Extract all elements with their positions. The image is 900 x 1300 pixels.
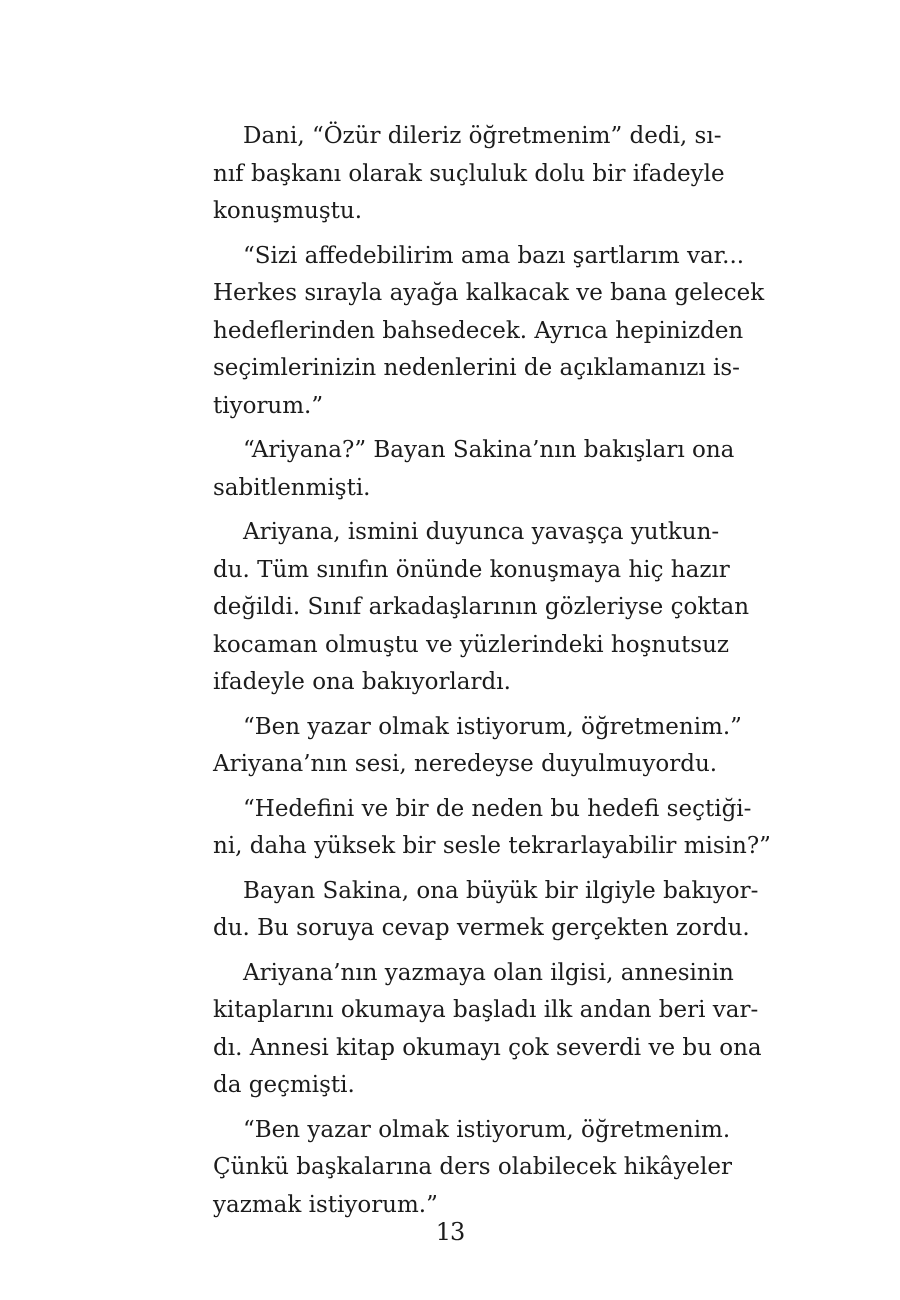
body-text bbox=[213, 118, 771, 1224]
paragraph bbox=[213, 432, 735, 507]
paragraph bbox=[213, 514, 750, 702]
text-line: Herkes sırayla ayağa kalkacak ve bana gelecek bbox=[213, 280, 765, 306]
text-line: ni, daha yüksek bir sesle tekrarlayabilir misin?” bbox=[213, 833, 771, 859]
text-line: “Sizi affedebilirim ama bazı şartlarım var... bbox=[243, 242, 745, 269]
text-line: yazmak istiyorum.” bbox=[213, 1191, 438, 1218]
text-line: nıf başkanı olarak suçluluk dolu bir ifadeyle bbox=[213, 160, 725, 187]
text-line: kocaman olmuştu ve yüzlerindeki hoşnutsuz bbox=[213, 631, 729, 658]
text-line: konuşmuştu. bbox=[213, 198, 363, 224]
paragraph bbox=[213, 118, 725, 231]
paragraph bbox=[213, 709, 742, 784]
text-line: “Hedefini ve bir de neden bu hedefi seçtiği- bbox=[243, 795, 752, 822]
text-line: dı. Annesi kitap okumayı çok severdi ve bu ona bbox=[213, 1034, 762, 1061]
text-line: hedeflerinden bahsedecek. Ayrıca hepinizden bbox=[213, 317, 744, 344]
paragraph bbox=[213, 238, 765, 426]
text-line: “Ariyana?” Bayan Sakina’nın bakışları ona bbox=[243, 437, 735, 463]
text-line: Ariyana, ismini duyunca yavaşça yutkun- bbox=[243, 519, 720, 545]
text-line: kitaplarını okumaya başladı ilk andan beri var- bbox=[213, 997, 759, 1023]
text-line: “Ben yazar olmak istiyorum, öğretmenim. bbox=[243, 1116, 731, 1143]
text-line: Ariyana’nın sesi, neredeyse duyulmuyordu. bbox=[213, 751, 718, 777]
text-line: Bayan Sakina, ona büyük bir ilgiyle bakıyor- bbox=[243, 877, 759, 904]
text-line: seçimlerinizin nedenlerini de açıklamanızı is- bbox=[213, 355, 740, 381]
text-line: Çünkü başkalarına ders olabilecek hikâyeler bbox=[213, 1154, 732, 1180]
text-line: da geçmişti. bbox=[213, 1072, 355, 1098]
text-line: tiyorum.” bbox=[213, 392, 324, 419]
text-line: “Ben yazar olmak istiyorum, öğretmenim.” bbox=[243, 713, 742, 740]
paragraph bbox=[213, 1112, 732, 1225]
paragraph bbox=[213, 791, 771, 866]
text-line: sabitlenmişti. bbox=[213, 474, 371, 501]
text-line: du. Tüm sınıfın önünde konuşmaya hiç hazır bbox=[213, 556, 730, 583]
text-line: du. Bu soruya cevap vermek gerçekten zordu. bbox=[213, 915, 750, 941]
text-line: Dani, “Özür dileriz öğretmenim” dedi, sı- bbox=[243, 123, 722, 149]
paragraph bbox=[213, 873, 759, 948]
text-line: Ariyana’nın yazmaya olan ilgisi, annesinin bbox=[243, 959, 734, 986]
text-line: ifadeyle ona bakıyorlardı. bbox=[213, 669, 511, 695]
text-line: değildi. Sınıf arkadaşlarının gözleriyse çoktan bbox=[213, 594, 750, 620]
paragraph bbox=[213, 955, 762, 1105]
page-number: 13 bbox=[435, 1218, 465, 1246]
